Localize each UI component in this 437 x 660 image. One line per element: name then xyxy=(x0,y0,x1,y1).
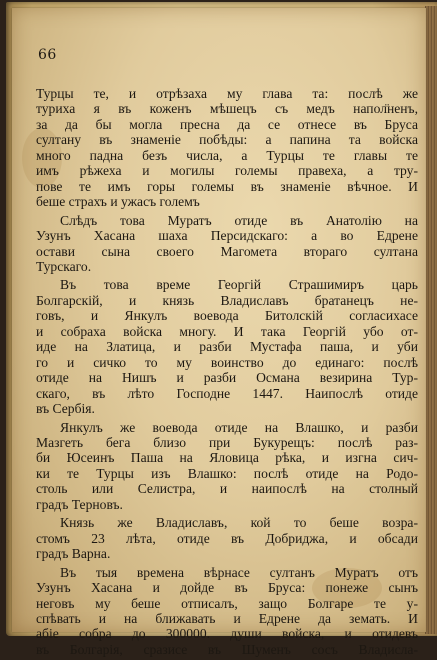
text-line: стомъ 23 лѣта, отиде въ Добриджа, и обсади xyxy=(36,530,418,546)
text-line: абіе собра до 300000. души войска, и отидевъ xyxy=(36,626,418,642)
text-line: Мазгеть бега близо при Букурещъ: послѣ раз- xyxy=(36,434,418,450)
text-line: въ Сербія. xyxy=(36,401,95,417)
paragraph xyxy=(36,86,418,210)
page-number: 66 xyxy=(38,47,57,63)
text-line: пове те имъ горы големы въ знаменіе вѣчное. И xyxy=(36,178,418,194)
text-line: градъ Варна. xyxy=(36,546,111,562)
text-line: Узунъ Хасана шаха Персидскаго: а во Едрене xyxy=(36,228,418,244)
body-text xyxy=(36,86,418,660)
paragraph xyxy=(36,420,418,513)
text-line: градъ Терновъ. xyxy=(36,496,123,512)
text-line: Князь же Владиславъ, кой то беше возра- xyxy=(60,515,418,531)
text-line: въ Болгарія, сразисе въ Шуменъ сосъ Владисла- xyxy=(36,641,418,657)
paragraph xyxy=(36,277,418,416)
text-line: го и сичко то му воинство до единаго: послѣ xyxy=(36,354,418,370)
text-line: Въ тыя времена вѣрнасе султанъ Муратъ отъ xyxy=(60,564,418,580)
paragraph xyxy=(36,213,418,275)
text-line: за да бы могла пресна да се отнесе въ Бруса xyxy=(36,116,418,132)
text-line: много падна безъ числа, а Турцы те главы те xyxy=(36,147,418,163)
paragraph xyxy=(36,565,418,658)
text-line: султану въ знаменіе побѣды: а папина та войска xyxy=(36,132,418,148)
text-line: имъ рѣжеха и могилы големы правеха, а тру- xyxy=(36,163,418,179)
text-line: Узунъ Хасана и дойде въ Бруса: понеже сынъ xyxy=(36,580,418,596)
text-line: Въ това време Георгій Страшимиръ царь xyxy=(60,277,418,293)
text-line: би Юсеинъ Паша на Яловица рѣка, и изгна сич- xyxy=(36,450,418,466)
text-line: неговъ му беше отписалъ, защо Болгаре те у- xyxy=(36,595,418,611)
text-line: беше страхъ и ужасъ големъ xyxy=(36,194,200,210)
text-line: Болгарскій, и князь Владиславъ братанецъ не- xyxy=(36,292,418,308)
text-line: ки те Турцы изъ Влашко: послѣ отиде на Родо- xyxy=(36,465,418,481)
text-line: скаго, въ лѣто Господне 1447. Наипослѣ отиде xyxy=(36,385,418,401)
book-fore-edge xyxy=(425,6,437,634)
text-line: Слѣдъ това Муратъ отиде въ Анатолію на xyxy=(60,212,418,228)
text-line: туриха я въ коженъ мѣшецъ съ медъ напол̈ненъ, xyxy=(36,101,418,117)
text-line: остави сына своего Магомета втораго султана xyxy=(36,243,418,259)
text-line: говъ, и Янкулъ воевода Битолскій согласихасе xyxy=(36,308,418,324)
text-line: Турцы те, и отрѣзаха му глава та: послѣ же xyxy=(36,86,418,101)
text-line: Янкулъ же воевода отиде на Влашко, и разби xyxy=(60,419,418,435)
text-line: спѣвать и на ближавать и Едрене да земать. И xyxy=(36,610,418,626)
text-line: столь или Селистра, и наипослѣ на столный xyxy=(36,481,418,497)
text-line: иде на Златица, и разби Мустафа паша, и уби xyxy=(36,339,418,355)
text-line: и собраха войска многу. И така Георгій убо от- xyxy=(36,323,418,339)
paragraph xyxy=(36,515,418,561)
text-line: Турскаго. xyxy=(36,258,92,274)
text-line: отиде на Нишъ и разби Османа везирина Тур- xyxy=(36,370,418,386)
